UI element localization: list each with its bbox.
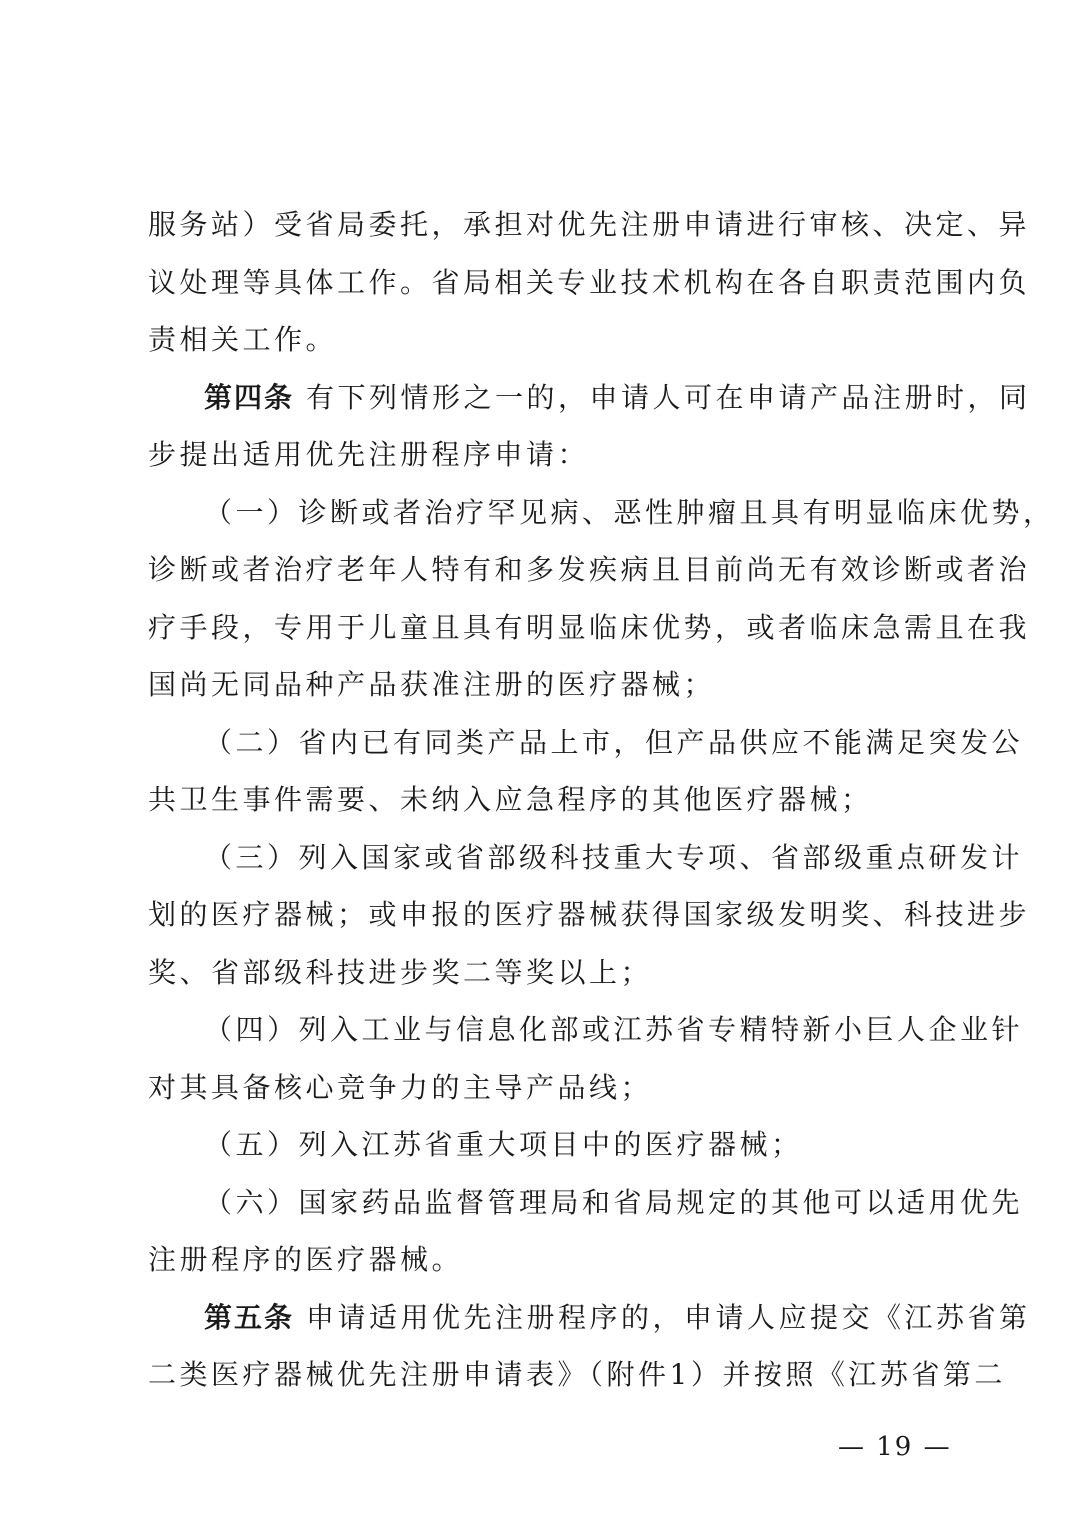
page-number: — 19 — (838, 1432, 952, 1462)
text-line: 议处理等具体工作。省局相关专业技术机构在各自职责范围内负 (148, 265, 1031, 299)
article-4 (148, 369, 1031, 484)
list-item-2 (148, 714, 1024, 829)
text-line: 申请适用优先注册程序的，申请人应提交《江苏省第 (306, 1300, 1031, 1334)
text-line: 二类医疗器械优先注册申请表》（附件1）并按照《江苏省第二 (148, 1358, 1006, 1391)
document-body (148, 196, 1055, 1404)
list-item-4 (148, 1001, 1024, 1116)
list-item-3 (148, 829, 1031, 1002)
article-5-first-line (148, 1289, 1031, 1347)
text-line: （六）国家药品监督管理局和省局规定的其他可以适用优先 (204, 1185, 1024, 1219)
text-line: 共卫生事件需要、未纳入应急程序的其他医疗器械； (148, 783, 873, 816)
text-line: （五）列入江苏省重大项目中的医疗器械； (204, 1128, 803, 1161)
paragraph-continuation (148, 196, 1031, 369)
text-line: 有下列情形之一的，申请人可在申请产品注册时，同 (306, 380, 1031, 414)
text-line: 对其具备核心竞争力的主导产品线； (148, 1070, 653, 1104)
text-line: 诊断或者治疗老年人特有和多发疾病且目前尚无有效诊断或者治 (148, 553, 1031, 586)
article-5 (148, 1289, 1031, 1404)
text-line: 步提出适用优先注册程序申请： (148, 438, 590, 471)
text-line: 划的医疗器械；或申报的医疗器械获得国家级发明奖、科技进步 (148, 898, 1031, 931)
text-line: 责相关工作。 (148, 323, 338, 356)
text-line: 服务站）受省局委托，承担对优先注册申请进行审核、决定、异 (148, 208, 1031, 241)
text-line: 国尚无同品种产品获准注册的医疗器械； (148, 668, 716, 701)
text-line: （二）省内已有同类产品上市，但产品供应不能满足突发公 (204, 725, 1024, 759)
list-item-6 (148, 1174, 1024, 1289)
article-4-label: 第四条 (204, 380, 295, 414)
text-line: 注册程序的医疗器械。 (148, 1243, 464, 1276)
article-4-first-line (148, 369, 1031, 427)
text-line: （一）诊断或者治疗罕见病、恶性肿瘤且具有明显临床优势， (204, 495, 1055, 529)
list-item-1 (148, 484, 1055, 714)
list-item-5 (148, 1116, 938, 1174)
text-line: （四）列入工业与信息化部或江苏省专精特新小巨人企业针 (204, 1013, 1024, 1046)
text-line: 奖、省部级科技进步奖二等奖以上； (148, 955, 653, 989)
article-5-label: 第五条 (204, 1300, 295, 1334)
text-line: （三）列入国家或省部级科技重大专项、省部级重点研发计 (204, 840, 1024, 874)
text-line: 疗手段，专用于儿童且具有明显临床优势，或者临床急需且在我 (148, 610, 1031, 644)
